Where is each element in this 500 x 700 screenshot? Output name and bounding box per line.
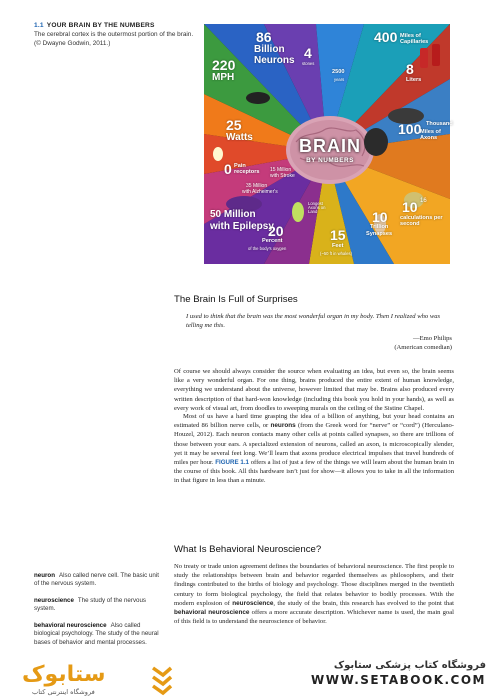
neurons-unit: Billion: [254, 44, 285, 55]
calc-exponent: 16: [420, 198, 427, 204]
watermark-store-name: فروشگاه کتاب پزشکی ستابوک: [333, 660, 486, 671]
feet-label: Feet: [332, 243, 344, 249]
section-heading-surprises: The Brain Is Full of Surprises: [174, 294, 298, 305]
epigraph-quote: I used to think that the brain was the most wonderful organ in my body. Then I realized who was telling me this.: [186, 313, 441, 330]
pain-value: 0: [224, 161, 232, 177]
axons-unit: Thousand: [426, 121, 453, 127]
oxygen-value: 20: [268, 223, 284, 239]
epigraph-attribution: [360, 334, 452, 352]
axons-label: Miles of Axons: [420, 129, 441, 141]
speed-value: 220: [212, 57, 236, 73]
years-label: years: [334, 77, 345, 82]
epilepsy-value: 50 Million: [210, 209, 256, 220]
paragraph-3-part-b: , the study of the brain, this research has evolved to the point that: [273, 599, 454, 607]
neurons-label: Neurons: [254, 55, 295, 66]
paragraph-2: [174, 412, 454, 486]
term-neuroscience: neuroscience: [232, 599, 274, 607]
paragraph-2-part-c: offers a list of just a few of the things we will learn about the human brain in the course of this book. All this hardware isn’t just for show—it allows you to take in all the information in that figure in less than a minute.: [174, 459, 454, 485]
brain-title-line2: BY NUMBERS: [306, 157, 354, 164]
glossary-term: behavioral neuroscience: [34, 622, 107, 629]
term-neurons: neurons: [270, 422, 296, 430]
calc-value: 10: [402, 199, 418, 215]
synapses-label: Synapses: [366, 231, 393, 237]
pain-label: Pain receptors: [234, 163, 260, 175]
figure-title-text: YOUR BRAIN BY THE NUMBERS: [46, 22, 155, 29]
stones-value: 4: [304, 45, 312, 61]
paragraph-1: Of course we should always consider the source when evaluating an idea, but even so, the brain seems like a very wonderful organ. For one thing, brains produced the entire extent of human knowledge, everything we understand about the universe, however limited that may be. Brains also produced every written description of that hard-won knowledge (including this book you hold in your hands), as well as every work of visual art, from doodles to sweeping murals on the ceiling of the Sistine Chapel.: [174, 368, 454, 412]
liters-value: 8: [406, 61, 414, 77]
watts-value: 25: [226, 117, 242, 133]
figure-title: [34, 22, 194, 29]
liters-label: Liters: [406, 77, 422, 83]
paragraph-2-part-b: (from the Greek word for “nerve” or “cord”) (Herculano-Houzel, 2012). Each neuron contacts many other cells at points called synapses, so there are trillions of those between your ears. A specialized extension of neurons, called an axon, is microscopically slender, yet it may be several feet long. We’ll learn that axons produce electrical impulses that travel hundreds of miles per hour.: [174, 422, 454, 467]
axons-value: 100: [398, 121, 422, 137]
term-behavioral-neuroscience: behavioral neuroscience: [174, 609, 250, 617]
attribution-name: —Emo Philips: [412, 335, 452, 342]
glossary-entry-neuroscience: [34, 597, 162, 614]
glossary-definition: Also called nerve cell. The basic unit of the nervous system.: [34, 572, 159, 588]
watermark-url-link[interactable]: WWW.SETABOOK.COM: [310, 673, 486, 687]
figure-caption: [34, 22, 194, 48]
stroke-label: with Stroke: [270, 173, 295, 179]
calc-label: calculations per second: [400, 215, 443, 227]
watermark-logo-subtitle: فروشگاه اینترنتی کتاب: [32, 688, 95, 696]
chevron-logo-icon: [150, 664, 174, 694]
paragraph-3-part-c: offers a more accurate description. Whichever name is used, the main goal of this field is to understand the neuroscience of behavior.: [174, 609, 454, 626]
section-heading-behavioral: What Is Behavioral Neuroscience?: [174, 544, 322, 555]
oxygen-unit: Percent: [262, 238, 283, 244]
alzheimers-label: with Alzheimer's: [242, 189, 278, 195]
capillaries-value: 400: [374, 29, 398, 45]
feet-value: 15: [330, 227, 346, 243]
paragraph-2-part-a: Most of us have a hard time grasping the idea of a billion of anything, but your head contains an estimated 86 billion nerve cells, or: [174, 413, 454, 430]
brain-center-title: [297, 136, 363, 164]
figure-description: The cerebral cortex is the outermost portion of the brain. (© Dwayne Godwin, 2011.): [34, 31, 194, 47]
glossary-term: neuron: [34, 572, 55, 579]
capillaries-label: Miles of Capillaries: [400, 33, 429, 45]
stones-label: stones: [302, 61, 315, 66]
glossary-definition: Also called biological psychology. The study of the neural bases of behavior and mental processes.: [34, 622, 159, 646]
oxygen-label: of the body's oxygen: [248, 246, 287, 251]
watermark-logo-text: ستابوک: [22, 662, 106, 687]
watermark-store-info: [270, 660, 486, 687]
neurons-value: 86: [256, 29, 272, 45]
paragraph-3-part-a: No treaty or trade union agreement defines the boundaries of behavioral neuroscience. The first people to study the relationships between brain and behavior regarded themselves as philosophers, and their findings contributed to the births of biology and psychology. Those disciplines merged in the twentieth century to form biological psychology, the field that relates behavior to bodily processes. With the modern explosion of: [174, 563, 454, 607]
synapses-value: 10: [372, 209, 388, 225]
stroke-value: 15 Million: [270, 167, 292, 173]
feet-note: (~50 ft in whales): [320, 251, 353, 256]
glossary-term: neuroscience: [34, 597, 74, 604]
glossary-entry-neuron: [34, 572, 162, 589]
glossary-definition: The study of the nervous system.: [34, 597, 147, 613]
brain-by-numbers-infographic: [204, 24, 453, 264]
watts-label: Watts: [226, 132, 253, 143]
synapses-unit: Trillion: [370, 224, 389, 230]
brain-title-line1: BRAIN: [299, 136, 361, 156]
paragraph-3: [174, 562, 454, 626]
axon-land-label: Longest Axons on Land: [308, 201, 326, 215]
years-value: 2500: [332, 69, 345, 75]
speed-unit: MPH: [212, 72, 235, 83]
alzheimers-value: 35 Million: [246, 183, 268, 189]
attribution-role: (American comedian): [394, 344, 452, 351]
glossary-entry-behavioral-neuroscience: [34, 622, 162, 647]
epilepsy-label: with Epilepsy: [210, 221, 274, 232]
figure-number: 1.1: [34, 22, 44, 29]
figure-reference-link[interactable]: FIGURE 1.1: [215, 459, 249, 467]
